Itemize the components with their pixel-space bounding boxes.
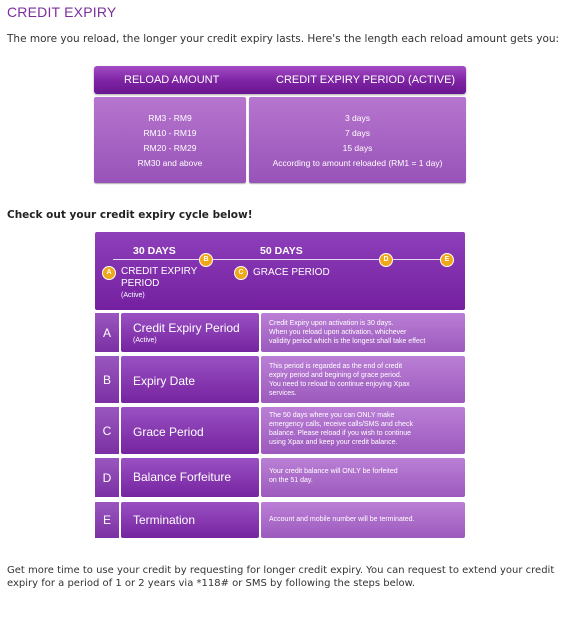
stage-name-a: Credit Expiry Period <box>133 321 240 335</box>
marker-b-icon: B <box>199 253 213 267</box>
stage-desc-a-line3: validity period which is the longest shall take effect <box>269 338 426 345</box>
expiry-timeline <box>95 232 465 310</box>
marker-e-icon: E <box>440 253 454 267</box>
stage-name-box-d <box>121 458 259 497</box>
stage-name-b: Expiry Date <box>133 374 196 388</box>
stage-desc-e-line1: Account and mobile number will be terminated. <box>269 516 415 523</box>
stage-desc-b-line4: services. <box>269 390 297 397</box>
stage-desc-b-line3: You need to reload to continue enjoying Xpax <box>269 381 410 388</box>
stage-letter-d: D <box>95 458 119 497</box>
stage-name-box-c <box>121 407 259 454</box>
timeline-label-a-line2: PERIOD <box>121 278 160 289</box>
stage-row-b <box>95 356 465 403</box>
stage-desc-b <box>261 356 465 403</box>
stage-desc-c-line1: The 50 days where you can ONLY make <box>269 412 395 419</box>
timeline-line-1 <box>113 259 199 260</box>
timeline-50-days: 50 DAYS <box>260 245 303 257</box>
bottom-line-2: expiry for a period of 1 or 2 years via *118# or SMS by following the steps below. <box>7 577 416 589</box>
table-header <box>94 66 466 94</box>
stage-desc-e <box>261 502 465 538</box>
timeline-30-days: 30 DAYS <box>133 245 176 257</box>
stage-desc-a-line1: Credit Expiry upon activation is 30 days. <box>269 320 394 327</box>
stage-desc-c-line3: balance. Please reload if you wish to continue <box>269 430 412 437</box>
stage-letter-c: C <box>95 407 119 454</box>
marker-a-icon: A <box>102 266 116 280</box>
timeline-label-c: GRACE PERIOD <box>253 267 330 278</box>
stage-name-box-a <box>121 313 259 352</box>
stage-name-d: Balance Forfeiture <box>133 470 232 484</box>
reload-amount-cell <box>94 97 246 183</box>
expiry-period-4: According to amount reloaded (RM1 = 1 day) <box>272 158 443 168</box>
stage-letter-a: A <box>95 313 119 352</box>
stage-desc-d <box>261 458 465 497</box>
stage-letter-b: B <box>95 356 119 403</box>
timeline-line-2 <box>213 259 379 260</box>
header-credit-expiry-period: CREDIT EXPIRY PERIOD (ACTIVE) <box>276 74 456 86</box>
stage-sub-a: (Active) <box>133 337 157 344</box>
stage-desc-c <box>261 407 465 454</box>
reload-amount-2: RM10 - RM19 <box>143 128 197 138</box>
stage-desc-d-line1: Your credit balance will ONLY be forfeited <box>269 468 398 475</box>
marker-c-icon: C <box>234 266 248 280</box>
stage-name-box-b <box>121 356 259 403</box>
cycle-heading: Check out your credit expiry cycle below! <box>7 209 253 221</box>
reload-amount-3: RM20 - RM29 <box>143 143 197 153</box>
timeline-label-a-line1: CREDIT EXPIRY <box>121 266 198 277</box>
expiry-period-2: 7 days <box>344 128 371 138</box>
expiry-period-cell <box>249 97 466 183</box>
stage-desc-c-line4: using Xpax and keep your credit balance. <box>269 439 398 446</box>
stage-name-e: Termination <box>133 513 196 527</box>
bottom-paragraph <box>7 565 562 590</box>
bottom-line-1: Get more time to use your credit by requesting for longer credit expiry. You can request to extend your credit <box>7 565 555 576</box>
stage-row-c <box>95 407 465 454</box>
marker-d-icon: D <box>379 253 393 267</box>
stage-desc-c-line2: emergency calls, receive calls/SMS and check <box>269 421 413 428</box>
stage-desc-a-line2: When you reload upon activation, whichever <box>269 329 407 336</box>
page-title: CREDIT EXPIRY <box>7 4 117 20</box>
stage-desc-a <box>261 313 465 352</box>
stage-row-a <box>95 313 465 352</box>
stage-row-d <box>95 458 465 497</box>
intro-text: The more you reload, the longer your credit expiry lasts. Here's the length each reload amount gets you: <box>7 33 560 45</box>
stage-row-e <box>95 502 465 538</box>
header-reload-amount: RELOAD AMOUNT <box>124 74 220 86</box>
stage-desc-b-line1: This period is regarded as the end of credit <box>269 363 403 370</box>
stage-desc-b-line2: expiry period and begining of grace period. <box>269 372 402 379</box>
stage-letter-e: E <box>95 502 119 538</box>
timeline-line-3 <box>393 259 441 260</box>
timeline-label-a-sub: (Active) <box>121 292 145 299</box>
stage-name-c: Grace Period <box>133 425 204 439</box>
stage-desc-d-line2: on the 51 day. <box>269 477 313 484</box>
expiry-period-1: 3 days <box>344 113 371 123</box>
reload-amount-1: RM3 - RM9 <box>148 113 192 123</box>
expiry-period-3: 15 days <box>342 143 373 153</box>
reload-amount-4: RM30 and above <box>137 158 203 168</box>
stage-name-box-e <box>121 502 259 538</box>
